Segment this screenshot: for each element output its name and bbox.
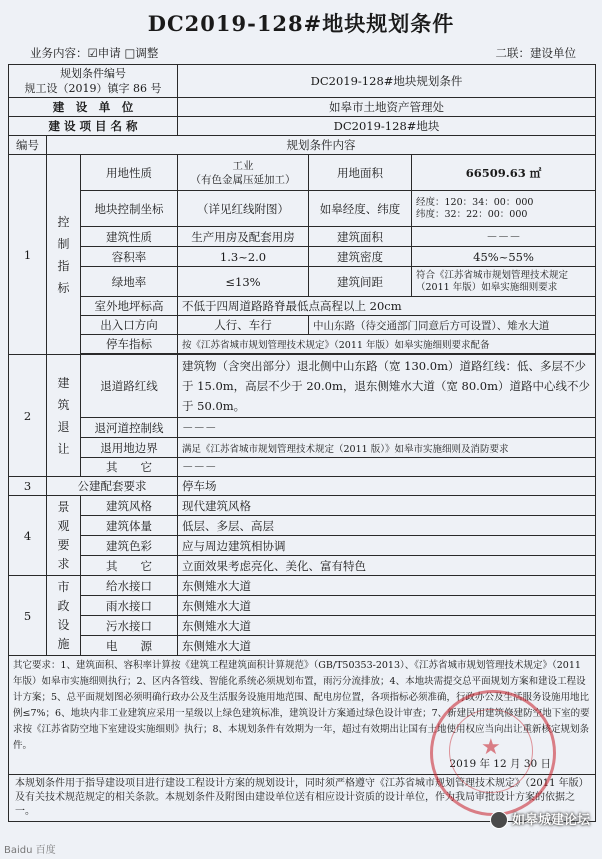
volume-value: 低层、多层、高层 (178, 516, 596, 536)
public-facility-value: 停车场 (178, 477, 596, 496)
project-value: DC2019-128#地块 (178, 117, 596, 136)
coord-system-value: 经度：120：34：00：000 纬度：32：22：00：000 (412, 191, 596, 227)
access-label: 出入口方向 (81, 316, 178, 335)
far-value: 1.3~2.0 (178, 247, 309, 267)
document-title: DC2019-128#地块规划条件 (147, 11, 455, 36)
code-label: 规划条件编号 规工设（2019）镇字 86 号 (9, 65, 178, 98)
official-seal-stamp: ★ (430, 690, 556, 816)
header-content: 规划条件内容 (47, 136, 596, 155)
coord-system-label: 如皋经度、纬度 (309, 191, 412, 227)
rain-value: 东侧雉水大道 (178, 596, 596, 616)
wechat-logo-icon (490, 811, 508, 829)
water-value: 东侧雉水大道 (178, 576, 596, 596)
parking-label: 停车指标 (81, 335, 178, 354)
setback-other-value: －－－ (178, 458, 596, 477)
green-value: ≤13% (178, 267, 309, 297)
code-value: DC2019-128#地块规划条件 (178, 65, 596, 98)
setback-road-value: 建筑物（含突出部分）退北侧中山东路（宽 130.0m）道路红线：低、多层不少于 15.0m，高层不少于 20.0m，退东侧雉水大道（宽 80.0m）道路中心线不少于 50.0m。 (178, 355, 596, 418)
section4-no: 4 (9, 496, 47, 576)
section1-group: 控 制 指 标 (47, 155, 81, 355)
issue-date: 2019 年 12 月 30 日 (449, 758, 552, 770)
header-no: 编号 (9, 136, 47, 155)
building-nature-value: 生产用房及配套用房 (178, 227, 309, 247)
other-requirements-cell (9, 656, 596, 775)
volume-label: 建筑体量 (81, 516, 178, 536)
style-label: 建筑风格 (81, 496, 178, 516)
watermark-text: 如皋城建论坛 (511, 812, 590, 828)
green-label: 绿地率 (81, 267, 178, 297)
setback-river-label: 退河道控制线 (81, 418, 178, 438)
corner-mark: Baidu 百度 (4, 845, 56, 856)
copy-label: 二联：建设单位 (495, 46, 576, 60)
access-value-b: 中山东路（待交通部门同意后方可设置）、雉水大道 (309, 316, 596, 335)
building-nature-label: 建筑性质 (81, 227, 178, 247)
section4-group: 景 观 要 求 (47, 496, 81, 576)
water-label: 给水接口 (81, 576, 178, 596)
planning-conditions-table (8, 64, 596, 822)
setback-river-value: －－－ (178, 418, 596, 438)
other-requirements: 其它要求：1、建筑面积、容积率计算按《建筑工程建筑面积计算规范》（GB/T50353-2013）、《江苏省城市规划管理技术规定》（2011 年版）如皋市实施细则执行；2、区内各管线、智能化系统必须规划布置，雨污分流排放；4、本地块需提交总平面规划方案和建设工程设计方案；5、总平面规划图必须明确行政办公及生活服务设施用地范围、配电房位置，各项指标必须准确，行政办公及生活服务设施用地比例≤7%；6、地块内非工业建筑应采用一星级以上绿色建筑标准，建筑设计方案通过绿色设计审查；7、新建民用建筑修建防空地下室的要求按《江苏省防空地下室建设实施细则》执行；8、本规划条件有效期为一年，超过有效期出让国有土地使用权应当向出让重新核定规划条件。 (13, 660, 590, 751)
section2-no: 2 (9, 355, 47, 477)
public-facility-label: 公建配套要求 (47, 477, 178, 496)
unit-value: 如皋市土地资产管理处 (178, 98, 596, 117)
rain-label: 雨水接口 (81, 596, 178, 616)
access-value-a: 人行、车行 (178, 316, 309, 335)
setback-road-label: 退道路红线 (81, 355, 178, 418)
coord-label: 地块控制坐标 (81, 191, 178, 227)
sewage-value: 东侧雉水大道 (178, 616, 596, 636)
watermark (490, 809, 590, 830)
color-label: 建筑色彩 (81, 536, 178, 556)
land-area-value: 66509.63 ㎡ (412, 155, 596, 191)
spacing-label: 建筑间距 (309, 267, 412, 297)
section3-no: 3 (9, 477, 47, 496)
setback-boundary-label: 退用地边界 (81, 438, 178, 458)
land-use-value: 工业 （有色金属压延加工） (178, 155, 309, 191)
setback-other-label: 其 它 (81, 458, 178, 477)
sewage-label: 污水接口 (81, 616, 178, 636)
building-area-label: 建筑面积 (309, 227, 412, 247)
section1-no: 1 (9, 155, 47, 355)
style-value: 现代建筑风格 (178, 496, 596, 516)
land-use-label: 用地性质 (81, 155, 178, 191)
density-label: 建筑密度 (309, 247, 412, 267)
building-area-value: －－－ (412, 227, 596, 247)
parking-value: 按《江苏省城市规划管理技术规定》（2011 年版）如皋实施细则要求配备 (178, 335, 596, 354)
elevation-label: 室外地坪标高 (81, 297, 178, 316)
section5-group: 市 政 设 施 (47, 576, 81, 656)
setback-boundary-value: 满足《江苏省城市规划管理技术规定（2011 版）》如皋市实施细则及消防要求 (178, 438, 596, 458)
business-type: 业务内容：☑申请 □调整 (30, 46, 159, 60)
unit-label: 建 设 单 位 (9, 98, 178, 117)
section5-no: 5 (9, 576, 47, 656)
color-value: 应与周边建筑相协调 (178, 536, 596, 556)
section2-group: 建 筑 退 让 (47, 355, 81, 477)
power-value: 东侧雉水大道 (178, 636, 596, 656)
land-area-label: 用地面积 (309, 155, 412, 191)
landscape-other-label: 其 它 (81, 556, 178, 576)
footer-note: 本规划条件用于指导建设项目进行建设工程设计方案的规划设计，同时须严格遵守《江苏省城市规划管理技术规定》（2011 年版）及有关技术规范规定的相关条款。本规划条件及附图由建设单位送有相应设计资质的设计单位，作为我局审批设计方案的依据之一。 (9, 775, 596, 822)
elevation-value: 不低于四周道路路脊最低点高程以上 20cm (178, 297, 596, 316)
landscape-other-value: 立面效果考虑亮化、美化、富有特色 (178, 556, 596, 576)
power-label: 电 源 (81, 636, 178, 656)
density-value: 45%~55% (412, 247, 596, 267)
coord-value: （详见红线附图） (178, 191, 309, 227)
spacing-value: 符合《江苏省城市规划管理技术规定（2011 年版）如皋实施细则要求 (412, 267, 596, 297)
project-label: 建 设 项 目 名 称 (9, 117, 178, 136)
far-label: 容积率 (81, 247, 178, 267)
